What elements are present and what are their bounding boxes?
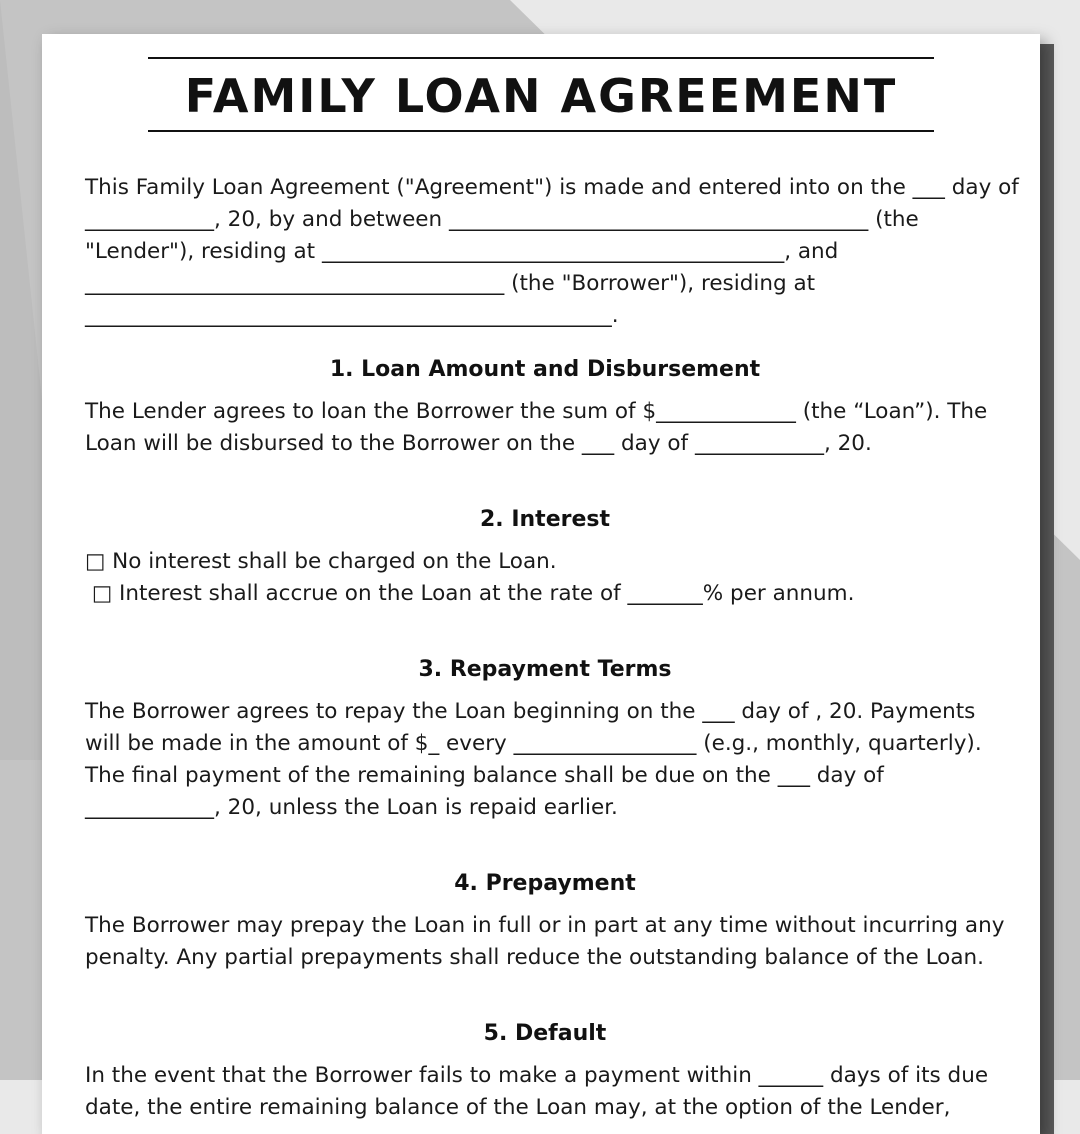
- document-body: [85, 172, 1019, 1124]
- intro-line: _______________________________________ (the "Borrower"), residing at: [85, 271, 816, 296]
- section-paragraph-loan-amount: [85, 396, 1005, 460]
- section-heading-prepayment: 4. Prepayment: [454, 871, 636, 896]
- paragraph-line: The Borrower agrees to repay the Loan beginning on the ___ day of , 20. Payments: [85, 699, 976, 724]
- title-bottom-rule: [148, 130, 934, 132]
- section-paragraph-default: [85, 1060, 1005, 1124]
- paragraph-line: date, the entire remaining balance of the Loan may, at the option of the Lender,: [85, 1095, 951, 1120]
- document-page: [42, 34, 1040, 1134]
- intro-line: This Family Loan Agreement ("Agreement") is made and entered into on the ___ day of: [85, 175, 1019, 200]
- section-heading-default: 5. Default: [483, 1021, 607, 1046]
- paragraph-line: ____________, 20, unless the Loan is repaid earlier.: [85, 795, 618, 820]
- section-paragraph-repayment: [85, 696, 1005, 824]
- intro-line: _________________________________________________.: [85, 303, 619, 328]
- section-paragraph-prepayment: [85, 910, 1005, 974]
- section-heading-repayment: 3. Repayment Terms: [418, 657, 672, 682]
- intro-line: ____________, 20, by and between _______________________________________ (the: [85, 207, 919, 232]
- section-heading-loan-amount: 1. Loan Amount and Disbursement: [329, 357, 761, 382]
- intro-paragraph: [85, 172, 1019, 332]
- paragraph-line: The Borrower may prepay the Loan in full or in part at any time without incurring any: [85, 913, 1005, 938]
- section-paragraph-interest: [85, 546, 1005, 610]
- interest-option-rate[interactable]: □ Interest shall accrue on the Loan at the rate of _______% per annum.: [85, 581, 855, 606]
- document-title: FAMILY LOAN AGREEMENT: [184, 69, 898, 123]
- section-heading-interest: 2. Interest: [480, 507, 610, 532]
- paragraph-line: In the event that the Borrower fails to make a payment within ______ days of its due: [85, 1063, 989, 1088]
- paragraph-line: penalty. Any partial prepayments shall reduce the outstanding balance of the Loan.: [85, 945, 984, 970]
- paragraph-line: Loan will be disbursed to the Borrower on the ___ day of ____________, 20.: [85, 431, 872, 456]
- paragraph-line: The Lender agrees to loan the Borrower the sum of $_____________ (the “Loan”). The: [85, 399, 988, 424]
- title-top-rule: [148, 57, 934, 59]
- paragraph-line: The final payment of the remaining balance shall be due on the ___ day of: [85, 763, 884, 788]
- paragraph-line: will be made in the amount of $_ every _________________ (e.g., monthly, quarterly).: [85, 731, 982, 756]
- intro-line: "Lender"), residing at ___________________________________________, and: [85, 239, 839, 264]
- interest-option-none[interactable]: □ No interest shall be charged on the Loan.: [85, 549, 557, 574]
